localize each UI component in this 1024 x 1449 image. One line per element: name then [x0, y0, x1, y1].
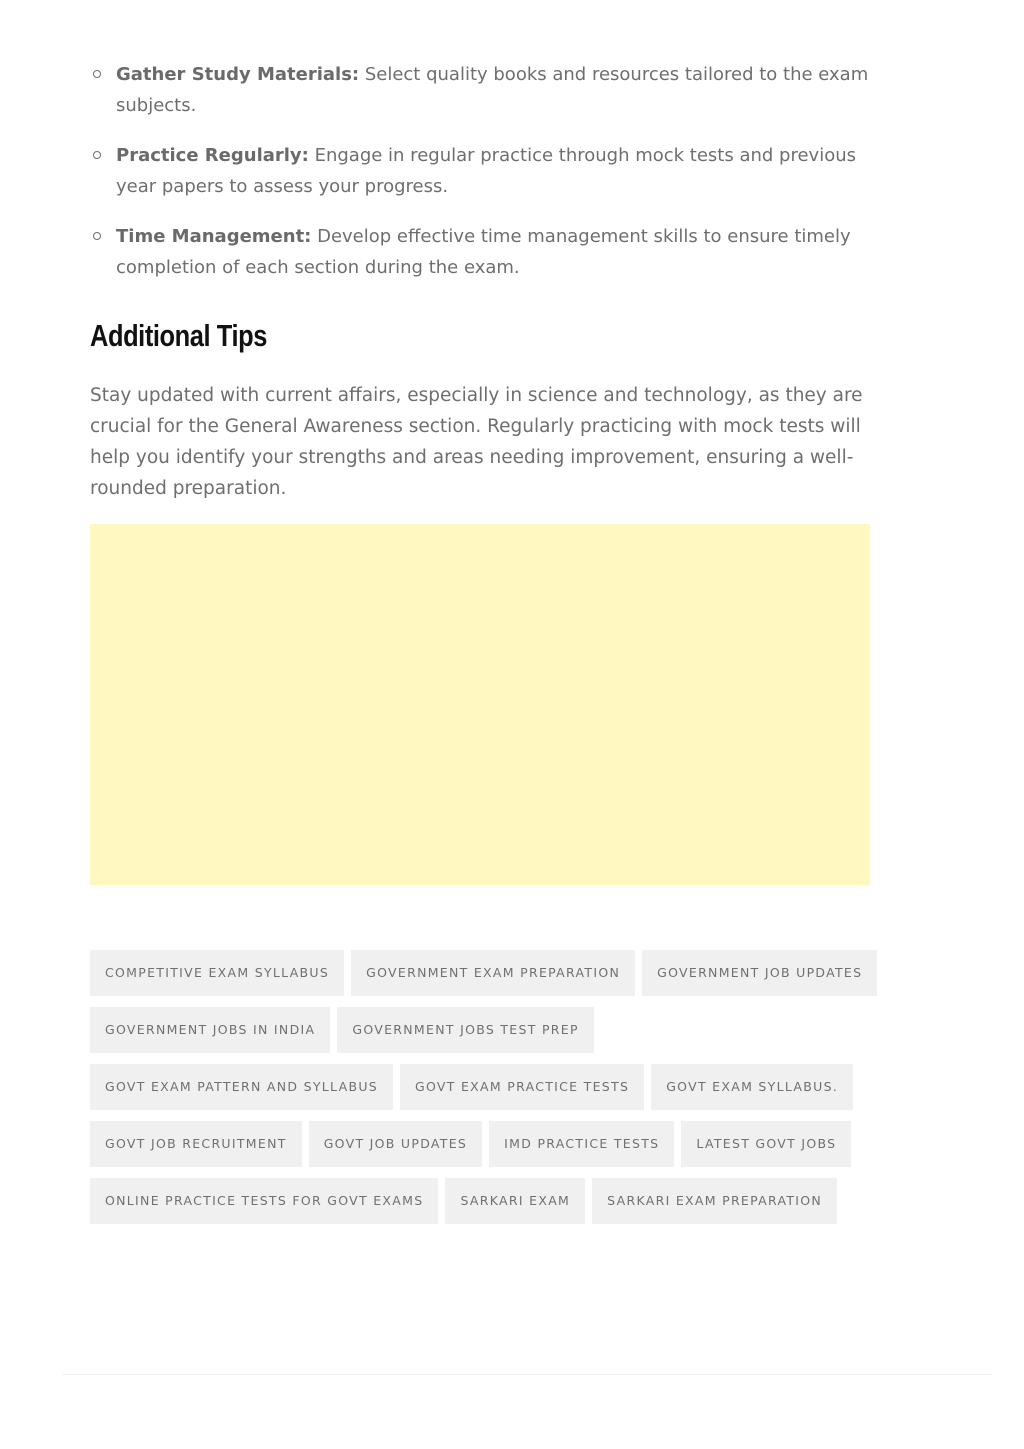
section-heading: Additional Tips: [90, 318, 267, 353]
bullet-circle-icon: [93, 232, 101, 240]
tip-text: Engage in regular practice through mock tests and previous year papers to assess your progress.: [116, 145, 857, 197]
tag-link[interactable]: IMD PRACTICE TESTS: [489, 1121, 674, 1167]
tip-label: Gather Study Materials:: [116, 64, 360, 85]
tag-link[interactable]: GOVT EXAM PRACTICE TESTS: [400, 1064, 644, 1110]
tag-link[interactable]: LATEST GOVT JOBS: [681, 1121, 851, 1167]
tag-link[interactable]: SARKARI EXAM PREPARATION: [592, 1178, 837, 1224]
tag-link[interactable]: SARKARI EXAM: [445, 1178, 585, 1224]
tag-link[interactable]: COMPETITIVE EXAM SYLLABUS: [90, 950, 344, 996]
list-item: [90, 140, 870, 202]
tag-link[interactable]: GOVT EXAM PATTERN AND SYLLABUS: [90, 1064, 393, 1110]
list-item: [90, 221, 870, 283]
tag-link[interactable]: GOVERNMENT EXAM PREPARATION: [351, 950, 635, 996]
footer-divider: [62, 1374, 992, 1375]
tip-text: Select quality books and resources tailored to the exam subjects.: [116, 64, 869, 116]
tip-label: Time Management:: [116, 226, 312, 247]
ad-slot: [90, 524, 870, 885]
bullet-circle-icon: [93, 151, 101, 159]
tips-list: [90, 59, 870, 302]
tag-cloud: [90, 950, 880, 1224]
tag-link[interactable]: GOVERNMENT JOB UPDATES: [642, 950, 877, 996]
tag-link[interactable]: GOVT JOB UPDATES: [309, 1121, 482, 1167]
bullet-circle-icon: [93, 70, 101, 78]
tag-link[interactable]: ONLINE PRACTICE TESTS FOR GOVT EXAMS: [90, 1178, 438, 1224]
tag-link[interactable]: GOVT JOB RECRUITMENT: [90, 1121, 302, 1167]
tag-link[interactable]: GOVERNMENT JOBS TEST PREP: [337, 1007, 593, 1053]
section-paragraph: Stay updated with current affairs, especially in science and technology, as they are crucial for the General Awareness section. Regularly practicing with mock tests will help you identify your strengths and areas needing improvement, ensuring a well-rounded preparation.: [90, 385, 863, 499]
list-item: [90, 59, 870, 121]
tag-link[interactable]: GOVERNMENT JOBS IN INDIA: [90, 1007, 330, 1053]
tip-text: Develop effective time management skills to ensure timely completion of each section during the exam.: [116, 226, 851, 278]
tip-label: Practice Regularly:: [116, 145, 309, 166]
tag-link[interactable]: GOVT EXAM SYLLABUS.: [651, 1064, 853, 1110]
